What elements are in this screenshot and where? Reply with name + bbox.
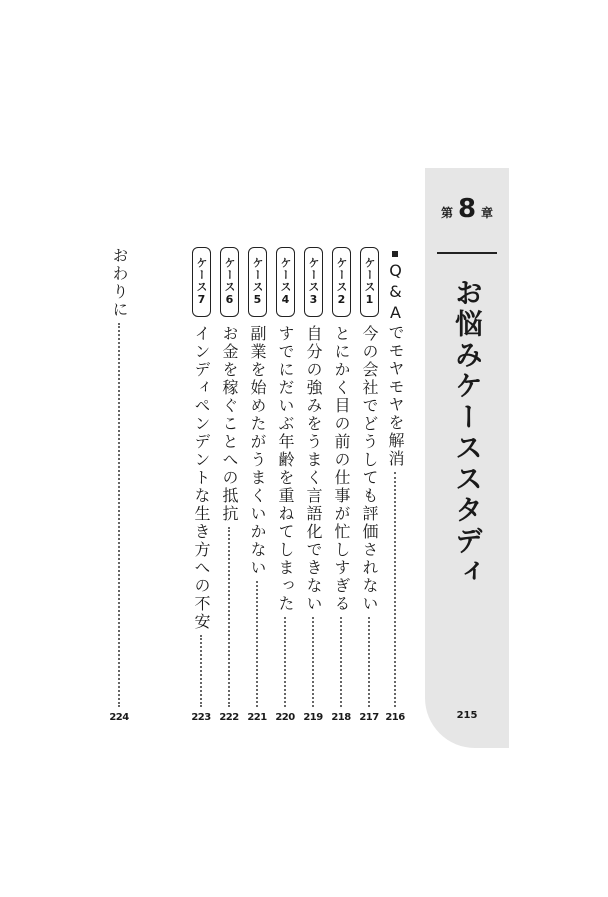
toc-entry-case-5[interactable] — [246, 247, 268, 707]
dot-leader — [118, 323, 120, 707]
toc-entry-case-1[interactable] — [358, 247, 380, 707]
case-badge: ケース2 — [332, 247, 351, 317]
toc-entry-intro[interactable] — [384, 247, 406, 707]
entry-title: お金を稼ぐことへの抵抗 — [220, 325, 239, 523]
chapter-suffix: 章 — [481, 206, 494, 220]
toc-entry-case-4[interactable] — [274, 247, 296, 707]
dot-leader — [228, 527, 230, 707]
bullet-icon — [392, 251, 398, 257]
case-badge: ケース7 — [192, 247, 211, 317]
dot-leader — [256, 581, 258, 707]
dot-leader — [368, 617, 370, 707]
chapter-label — [425, 196, 509, 222]
toc-entry-case-7[interactable] — [190, 247, 212, 707]
entry-title: 自分の強みをうまく言語化できない — [304, 325, 323, 613]
dot-leader — [284, 617, 286, 707]
entry-title: とにかく目の前の仕事が忙しすぎる — [332, 325, 351, 613]
page-number: 216 — [385, 712, 405, 723]
dot-leader — [394, 472, 396, 707]
entry-title: すでにだいぶ年齢を重ねてしまった — [276, 325, 295, 613]
case-badge: ケース6 — [220, 247, 239, 317]
chapter-prefix: 第 — [440, 206, 453, 220]
page-number: 217 — [359, 712, 379, 723]
page-number: 222 — [219, 712, 239, 723]
page-number: 221 — [247, 712, 267, 723]
dot-leader — [312, 617, 314, 707]
chapter-divider — [437, 252, 497, 254]
toc-entry-case-6[interactable] — [218, 247, 240, 707]
entry-title: インディペンデントな生き方への不安 — [192, 325, 211, 631]
case-badge: ケース5 — [248, 247, 267, 317]
page-number: 218 — [331, 712, 351, 723]
page-number: 220 — [275, 712, 295, 723]
entry-title: おわりに — [110, 247, 129, 319]
case-badge: ケース3 — [304, 247, 323, 317]
chapter-page-number: 215 — [456, 710, 478, 721]
case-badge: ケース4 — [276, 247, 295, 317]
case-badge: ケース1 — [360, 247, 379, 317]
entry-title: 副業を始めたがうまくいかない — [248, 325, 267, 577]
chapter-title: お悩みケーススタディ — [451, 278, 484, 588]
toc-entry-case-2[interactable] — [330, 247, 352, 707]
entry-title: Q&Aでモヤモヤを解消 — [386, 261, 405, 468]
dot-leader — [340, 617, 342, 707]
entry-title: 今の会社でどうしても評価されない — [360, 325, 379, 613]
page-number: 223 — [191, 712, 211, 723]
dot-leader — [200, 635, 202, 707]
toc-entry-case-3[interactable] — [302, 247, 324, 707]
page-number: 219 — [303, 712, 323, 723]
chapter-tab — [425, 168, 509, 748]
chapter-number: 8 — [457, 194, 477, 224]
page-number: 224 — [109, 712, 129, 723]
toc-entry-closing[interactable] — [108, 247, 130, 707]
